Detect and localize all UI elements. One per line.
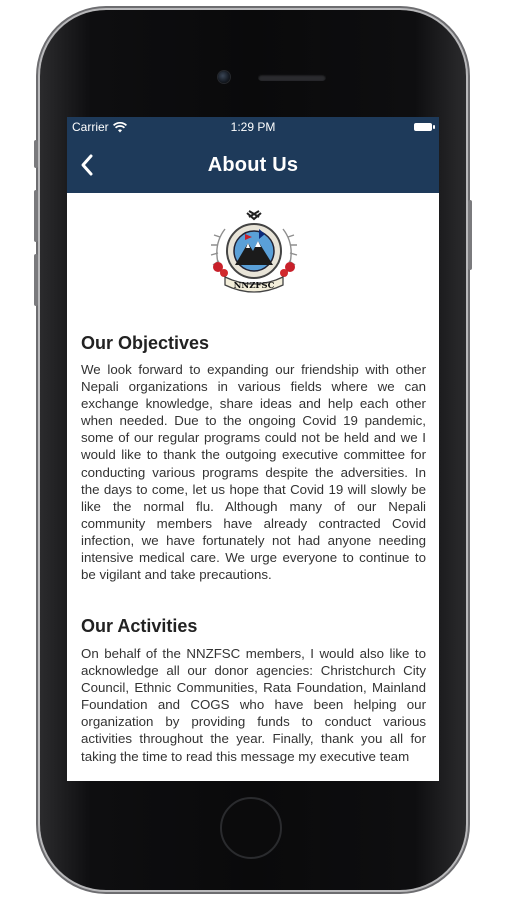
power-button [468, 200, 472, 270]
section-heading-objectives: Our Objectives [81, 333, 210, 353]
navigation-bar [67, 117, 439, 193]
battery-icon [414, 123, 432, 131]
organization-logo [203, 207, 305, 307]
status-time: 1:29 PM [230, 120, 276, 134]
app-screen [67, 117, 439, 781]
volume-up-button [34, 190, 38, 242]
carrier-label: Carrier [72, 120, 109, 134]
section-body-objectives: We look forward to expanding our friendship with other Nepali organizations in various fields where we can exchange knowledge, share ideas and help each other when needed. Due to the ongoing Covid 19 pandemic, some of our regular programs could not be held and we I would like to thank the outgoing executive committee for conducting various programs despite the adversities. In the days to come, let us hope that Covid 19 will slowly be like the normal flu. Although many of our Nepali community members have already contracted Covid infection, we have fortunately not had anyone needing intensive medical care. We urge everyone to continue to be vigilant and take precautions. [81, 362, 426, 583]
page-title: About Us [207, 154, 299, 176]
front-camera [218, 71, 230, 83]
status-bar [67, 117, 439, 139]
home-button[interactable] [220, 797, 282, 859]
volume-button [34, 140, 38, 168]
logo-banner-text: NNZFSC [233, 281, 275, 291]
section-body-activities: On behalf of the NNZFSC members, I would also like to acknowledge all our donor agencies: Christchurch City Council, Ethnic Communities, Rata Foundation, Mainland Foundation and COGS who have been helping our organization by providing funds to conduct various activities throughout the year. Finally, thank you all for taking the time to read this message my executive team [81, 646, 426, 764]
section-heading-activities: Our Activities [81, 616, 198, 636]
earpiece-speaker [258, 74, 326, 81]
volume-down-button [34, 254, 38, 306]
